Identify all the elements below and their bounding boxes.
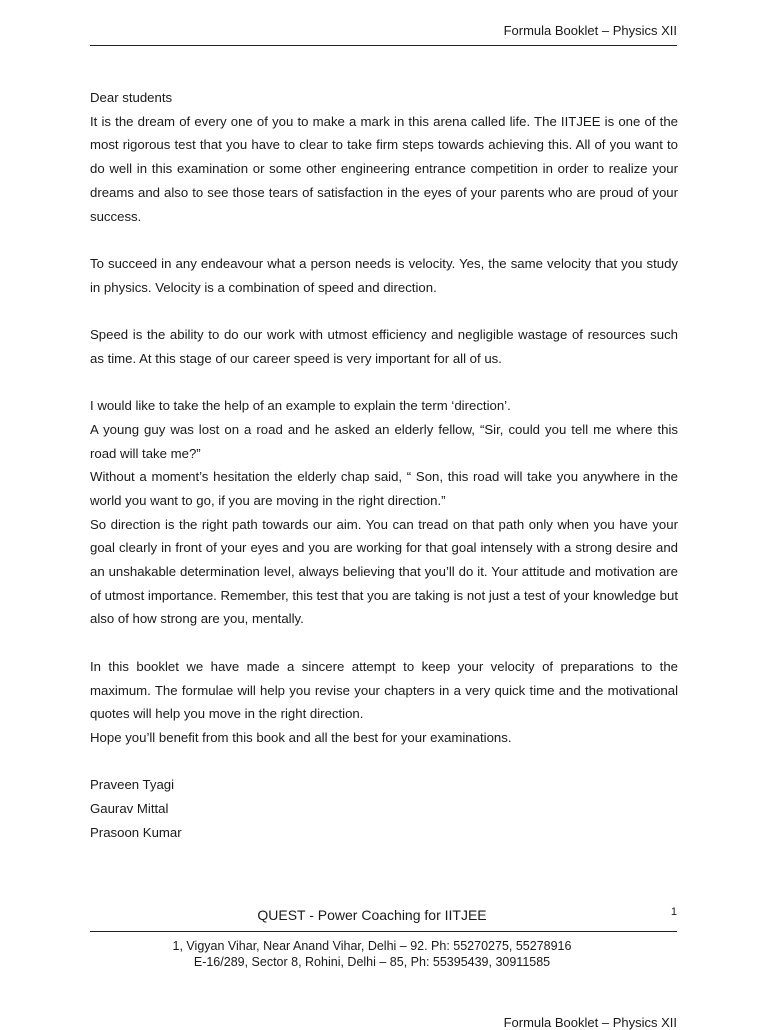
letter-body bbox=[90, 86, 678, 844]
paragraph-spacer bbox=[90, 750, 678, 774]
next-page-header-title: Formula Booklet – Physics XII bbox=[503, 1015, 677, 1030]
footer-brand: QUEST - Power Coaching for IITJEE bbox=[257, 907, 487, 923]
signatory-name: Prasoon Kumar bbox=[90, 824, 182, 840]
address-line: E-16/289, Sector 8, Rohini, Delhi – 85, Ph: 55395439, 30911585 bbox=[193, 955, 551, 969]
footer-divider bbox=[90, 931, 677, 932]
paragraph-spacer bbox=[90, 370, 678, 394]
page-number: 1 bbox=[670, 906, 677, 918]
page-header bbox=[90, 21, 677, 46]
paragraph-young-guy: A young guy was lost on a road and he asked an elderly fellow, “Sir, could you tell me where this road will take me?” bbox=[90, 421, 678, 461]
paragraph-best-wishes: Hope you’ll benefit from this book and all the best for your examinations. bbox=[90, 729, 512, 745]
footer-address bbox=[90, 938, 654, 970]
paragraph-direction-meaning: So direction is the right path towards our aim. You can tread on that path only when you have your goal clearly in front of your eyes and you are working for that goal intensely with a strong desire and an unshakable determination level, always believing that you’ll do it. Your attitude and motivation are of utmost importance. Remember, this test that you are taking is not just a test of your knowledge but also of how strong are you, mentally. bbox=[90, 516, 678, 627]
paragraph-spacer bbox=[90, 228, 678, 252]
paragraph-velocity: To succeed in any endeavour what a person needs is velocity. Yes, the same velocity that you study in physics. Velocity is a combination of speed and direction. bbox=[90, 255, 678, 295]
paragraph-speed: Speed is the ability to do our work with utmost efficiency and negligible wastage of resources such as time. At this stage of our career speed is very important for all of us. bbox=[90, 327, 678, 366]
signatory-name: Praveen Tyagi bbox=[90, 777, 175, 793]
address-line: 1, Vigyan Vihar, Near Anand Vihar, Delhi – 92. Ph: 55270275, 55278916 bbox=[172, 939, 572, 953]
paragraph-direction-intro: I would like to take the help of an example to explain the term ‘direction’. bbox=[90, 398, 511, 414]
header-title: Formula Booklet – Physics XII bbox=[503, 23, 677, 38]
paragraph-spacer bbox=[90, 631, 678, 655]
signatory-name: Gaurav Mittal bbox=[90, 801, 169, 817]
paragraph-spacer bbox=[90, 299, 678, 323]
salutation: Dear students bbox=[90, 90, 173, 105]
paragraph-elderly-reply: Without a moment’s hesitation the elderly chap said, “ Son, this road will take you anywhere in the world you want to go, if you are moving in the right direction.” bbox=[90, 469, 678, 508]
paragraph-booklet: In this booklet we have made a sincere attempt to keep your velocity of preparations to the maximum. The formulae will help you revise your chapters in a very quick time and the motivational quotes will help you move in the right direction. bbox=[90, 658, 678, 722]
paragraph-dream: It is the dream of every one of you to make a mark in this arena called life. The IITJEE is one of the most rigorous test that you have to clear to take firm steps towards achieving this. All of you want to do well in this examination or some other engineering entrance competition in order to realize your dreams and also to see those tears of satisfaction in the eyes of your parents who are proud of your success. bbox=[90, 113, 678, 224]
